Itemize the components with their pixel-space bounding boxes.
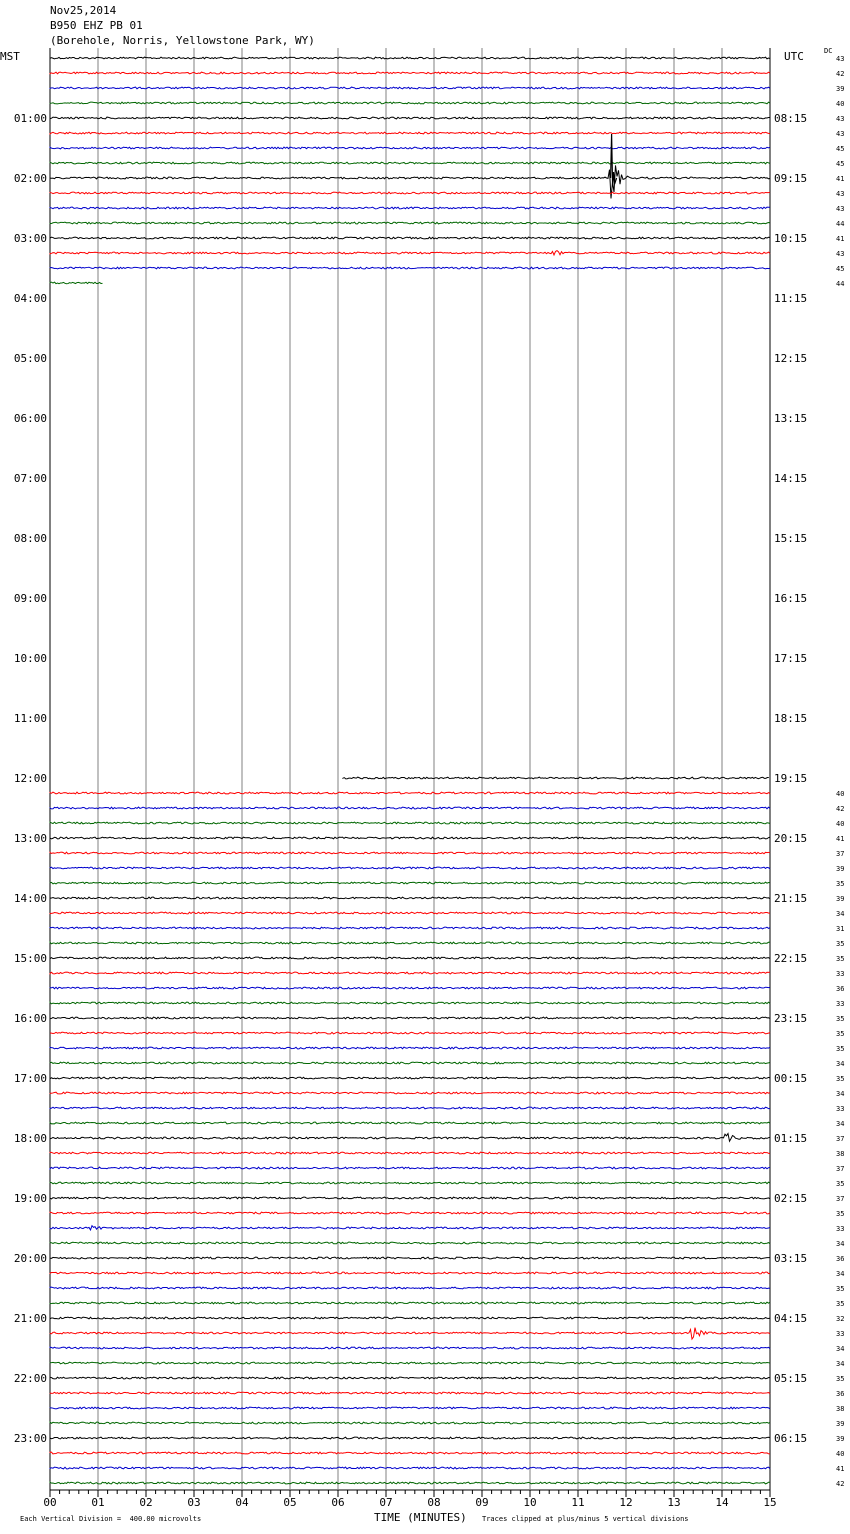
left-timezone-label: MST — [0, 50, 20, 63]
dc-value-label: 44 — [836, 280, 845, 288]
right-hour-label: 12:15 — [774, 352, 808, 365]
seismic-trace — [50, 1362, 770, 1364]
dc-value-label: 36 — [836, 1255, 845, 1263]
right-hour-label: 13:15 — [774, 412, 808, 425]
left-hour-label: 03:00 — [13, 232, 47, 245]
dc-value-label: 44 — [836, 220, 845, 228]
dc-value-label: 37 — [836, 850, 845, 858]
x-tick-label: 08 — [427, 1496, 441, 1509]
dc-value-label: 45 — [836, 265, 845, 273]
dc-value-label: 37 — [836, 1195, 845, 1203]
dc-value-label: 35 — [836, 880, 845, 888]
seismic-trace — [50, 987, 770, 989]
dc-value-label: 34 — [836, 1090, 845, 1098]
seismic-trace — [50, 1392, 770, 1394]
dc-value-label: 40 — [836, 100, 845, 108]
dc-value-label: 42 — [836, 805, 845, 813]
left-hour-label: 14:00 — [13, 892, 47, 905]
left-hour-label: 05:00 — [13, 352, 47, 365]
dc-value-label: 33 — [836, 1330, 845, 1338]
right-hour-label: 22:15 — [774, 952, 808, 965]
left-hour-label: 12:00 — [13, 772, 47, 785]
clip-note: Traces clipped at plus/minus 5 vertical divisions — [482, 1515, 689, 1523]
dc-value-label: 41 — [836, 235, 845, 243]
seismic-trace — [50, 1226, 770, 1230]
seismic-trace — [50, 1317, 770, 1319]
right-hour-label: 15:15 — [774, 532, 808, 545]
dc-value-label: 39 — [836, 865, 845, 873]
dc-header-label: DC — [824, 47, 833, 55]
dc-value-label: 38 — [836, 1405, 845, 1413]
left-hour-label: 18:00 — [13, 1132, 47, 1145]
dc-value-label: 37 — [836, 1165, 845, 1173]
seismic-trace — [50, 852, 770, 854]
dc-value-label: 43 — [836, 250, 845, 258]
left-hour-label: 15:00 — [13, 952, 47, 965]
dc-value-label: 39 — [836, 1435, 845, 1443]
dc-value-label: 32 — [836, 1315, 845, 1323]
seismic-trace — [343, 777, 769, 779]
x-tick-label: 11 — [571, 1496, 585, 1509]
plot-date: Nov25,2014 — [50, 4, 117, 17]
seismic-trace — [50, 1182, 770, 1184]
dc-value-label: 35 — [836, 1030, 845, 1038]
dc-value-label: 35 — [836, 1375, 845, 1383]
dc-value-label: 35 — [836, 940, 845, 948]
left-hour-label: 19:00 — [13, 1192, 47, 1205]
seismic-trace — [50, 1212, 770, 1214]
seismic-trace — [50, 1257, 770, 1259]
seismic-trace — [50, 1152, 770, 1154]
seismic-trace — [50, 792, 770, 794]
left-hour-label: 22:00 — [13, 1372, 47, 1385]
seismic-trace — [50, 147, 770, 149]
dc-value-label: 34 — [836, 1345, 845, 1353]
dc-value-label: 31 — [836, 925, 845, 933]
dc-value-label: 34 — [836, 1360, 845, 1368]
seismic-trace — [50, 117, 770, 119]
x-tick-label: 03 — [187, 1496, 201, 1509]
seismic-trace — [50, 1197, 770, 1199]
dc-value-label: 33 — [836, 1000, 845, 1008]
dc-value-label: 34 — [836, 1060, 845, 1068]
x-tick-label: 10 — [523, 1496, 537, 1509]
left-hour-label: 04:00 — [13, 292, 47, 305]
dc-value-label: 43 — [836, 115, 845, 123]
left-hour-label: 20:00 — [13, 1252, 47, 1265]
seismic-trace — [50, 1017, 770, 1019]
left-hour-label: 01:00 — [13, 112, 47, 125]
seismic-trace — [50, 1422, 770, 1424]
left-hour-label: 08:00 — [13, 532, 47, 545]
dc-value-label: 34 — [836, 910, 845, 918]
right-hour-label: 03:15 — [774, 1252, 808, 1265]
dc-value-label: 34 — [836, 1270, 845, 1278]
dc-value-label: 33 — [836, 1225, 845, 1233]
x-axis-label: TIME (MINUTES) — [374, 1511, 467, 1524]
seismic-trace — [50, 972, 770, 974]
dc-value-label: 41 — [836, 175, 845, 183]
x-tick-label: 07 — [379, 1496, 393, 1509]
seismic-trace — [50, 72, 770, 74]
seismic-trace — [50, 87, 770, 89]
right-hour-label: 04:15 — [774, 1312, 808, 1325]
right-timezone-label: UTC — [784, 50, 804, 63]
right-hour-label: 05:15 — [774, 1372, 808, 1385]
dc-value-label: 35 — [836, 1180, 845, 1188]
seismic-trace — [50, 1287, 770, 1289]
dc-value-label: 36 — [836, 985, 845, 993]
x-tick-label: 15 — [763, 1496, 777, 1509]
dc-value-label: 35 — [836, 1300, 845, 1308]
dc-value-label: 33 — [836, 1105, 845, 1113]
left-hour-label: 07:00 — [13, 472, 47, 485]
left-hour-label: 02:00 — [13, 172, 47, 185]
left-hour-label: 11:00 — [13, 712, 47, 725]
left-hour-label: 23:00 — [13, 1432, 47, 1445]
dc-value-label: 35 — [836, 1015, 845, 1023]
x-tick-label: 02 — [139, 1496, 153, 1509]
event-spike — [611, 134, 617, 186]
dc-value-label: 40 — [836, 820, 845, 828]
seismic-trace — [50, 1002, 770, 1004]
seismic-trace — [50, 1047, 770, 1049]
dc-value-label: 37 — [836, 1135, 845, 1143]
seismic-trace — [50, 102, 770, 104]
dc-value-label: 42 — [836, 1480, 845, 1488]
seismic-trace — [50, 207, 770, 209]
dc-value-label: 41 — [836, 835, 845, 843]
dc-value-label: 45 — [836, 145, 845, 153]
right-hour-label: 11:15 — [774, 292, 808, 305]
dc-value-label: 40 — [836, 790, 845, 798]
seismic-trace — [50, 957, 770, 959]
right-hour-label: 01:15 — [774, 1132, 808, 1145]
right-hour-label: 19:15 — [774, 772, 808, 785]
right-hour-label: 21:15 — [774, 892, 808, 905]
seismic-trace — [50, 1328, 770, 1339]
dc-value-label: 43 — [836, 55, 845, 63]
seismic-trace — [50, 897, 770, 899]
seismic-trace — [50, 1452, 770, 1454]
seismic-trace — [50, 237, 770, 239]
dc-value-label: 39 — [836, 85, 845, 93]
x-tick-label: 05 — [283, 1496, 297, 1509]
seismic-trace — [50, 282, 103, 284]
seismic-trace — [50, 1092, 770, 1094]
dc-value-label: 40 — [836, 1450, 845, 1458]
right-hour-label: 08:15 — [774, 112, 808, 125]
seismic-trace — [50, 1134, 770, 1142]
seismic-trace — [50, 1077, 770, 1079]
seismic-trace — [50, 1347, 770, 1349]
dc-value-label: 36 — [836, 1390, 845, 1398]
x-tick-label: 14 — [715, 1496, 729, 1509]
seismic-trace — [50, 1032, 770, 1034]
seismic-trace — [50, 57, 770, 59]
dc-value-label: 43 — [836, 130, 845, 138]
seismic-trace — [50, 807, 770, 809]
right-hour-label: 17:15 — [774, 652, 808, 665]
seismic-trace — [50, 1377, 770, 1379]
station-location: (Borehole, Norris, Yellowstone Park, WY) — [50, 34, 315, 47]
right-hour-label: 14:15 — [774, 472, 808, 485]
right-hour-label: 18:15 — [774, 712, 808, 725]
seismic-trace — [50, 1437, 770, 1439]
seismic-trace — [50, 1482, 770, 1484]
left-hour-label: 13:00 — [13, 832, 47, 845]
seismic-trace — [50, 1272, 770, 1274]
dc-value-label: 35 — [836, 1075, 845, 1083]
dc-value-label: 43 — [836, 205, 845, 213]
seismic-trace — [50, 867, 770, 869]
dc-value-label: 35 — [836, 1285, 845, 1293]
seismic-trace — [50, 251, 770, 255]
right-hour-label: 10:15 — [774, 232, 808, 245]
right-hour-label: 02:15 — [774, 1192, 808, 1205]
left-hour-label: 21:00 — [13, 1312, 47, 1325]
seismic-trace — [50, 1242, 770, 1244]
seismic-trace — [50, 1062, 770, 1064]
dc-value-label: 33 — [836, 970, 845, 978]
x-tick-label: 00 — [43, 1496, 57, 1509]
scale-note: Each Vertical Division = 400.00 microvolts — [20, 1515, 202, 1523]
left-hour-label: 06:00 — [13, 412, 47, 425]
seismic-trace — [50, 837, 770, 839]
dc-value-label: 43 — [836, 190, 845, 198]
dc-value-label: 35 — [836, 1210, 845, 1218]
seismic-trace — [50, 822, 770, 824]
seismic-trace — [50, 1407, 770, 1409]
right-hour-label: 16:15 — [774, 592, 808, 605]
dc-value-label: 39 — [836, 1420, 845, 1428]
x-tick-label: 01 — [91, 1496, 105, 1509]
seismic-trace — [50, 1467, 770, 1469]
left-hour-label: 09:00 — [13, 592, 47, 605]
seismic-trace — [50, 927, 770, 929]
left-hour-label: 17:00 — [13, 1072, 47, 1085]
left-hour-label: 10:00 — [13, 652, 47, 665]
seismic-trace — [50, 222, 770, 224]
dc-value-label: 35 — [836, 955, 845, 963]
x-tick-label: 04 — [235, 1496, 249, 1509]
right-hour-label: 23:15 — [774, 1012, 808, 1025]
seismic-trace — [50, 1167, 770, 1169]
x-tick-label: 13 — [667, 1496, 681, 1509]
right-hour-label: 00:15 — [774, 1072, 808, 1085]
seismic-trace — [50, 942, 770, 944]
seismic-trace — [50, 912, 770, 914]
right-hour-label: 06:15 — [774, 1432, 808, 1445]
x-tick-label: 06 — [331, 1496, 345, 1509]
right-hour-label: 20:15 — [774, 832, 808, 845]
dc-value-label: 34 — [836, 1120, 845, 1128]
x-tick-label: 09 — [475, 1496, 489, 1509]
dc-value-label: 35 — [836, 1045, 845, 1053]
seismic-trace — [50, 267, 770, 269]
station-name: B950 EHZ PB 01 — [50, 19, 143, 32]
dc-value-label: 41 — [836, 1465, 845, 1473]
right-hour-label: 09:15 — [774, 172, 808, 185]
seismic-trace — [50, 1107, 770, 1109]
dc-value-label: 42 — [836, 70, 845, 78]
left-hour-label: 16:00 — [13, 1012, 47, 1025]
seismic-trace — [50, 1302, 770, 1304]
dc-value-label: 45 — [836, 160, 845, 168]
seismic-trace — [50, 192, 770, 194]
dc-value-label: 39 — [836, 895, 845, 903]
seismic-trace — [50, 162, 770, 164]
x-tick-label: 12 — [619, 1496, 633, 1509]
seismic-trace — [50, 132, 770, 134]
seismic-trace — [50, 882, 770, 884]
dc-value-label: 38 — [836, 1150, 845, 1158]
seismic-trace — [50, 1122, 770, 1124]
dc-value-label: 34 — [836, 1240, 845, 1248]
